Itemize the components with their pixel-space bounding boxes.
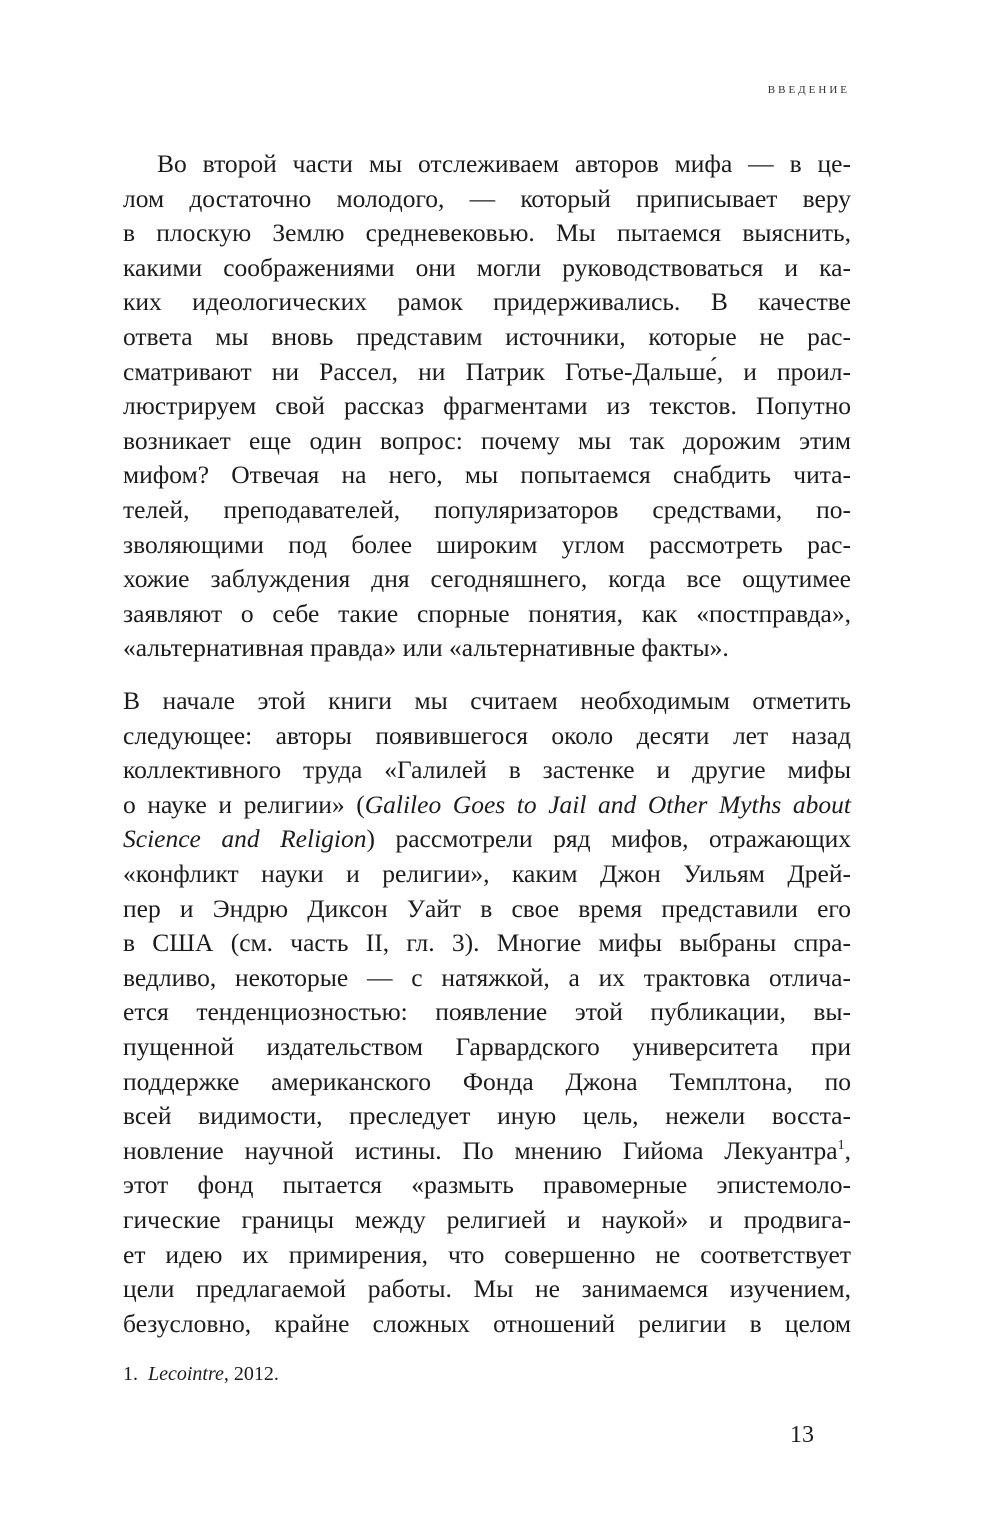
paragraph-2-line: пущенной издательством Гарвардского университета при <box>123 1031 851 1061</box>
paragraph-1-line: телей, преподавателей, популяризаторов средствами, по- <box>123 494 851 524</box>
paragraph-1-line: зволяющими под более широким углом рассмотреть рас- <box>123 529 851 559</box>
paragraph-2-line: «конфликт науки и религии», каким Джон Уильям Дрей- <box>123 858 851 888</box>
paragraph-2-line: гические границы между религией и наукой» и продвига- <box>123 1204 851 1234</box>
footnote-text: , 2012. <box>223 1363 279 1385</box>
paragraph-1-line: заявляют о себе такие спорные понятия, как «постправда», <box>123 598 851 628</box>
footnote-ref[interactable]: 1 <box>837 1137 845 1153</box>
paragraph-1-line: возникает еще один вопрос: почему мы так дорожим этим <box>123 425 851 455</box>
paragraph-1-line: какими соображениями они могли руководствоваться и ка- <box>123 252 851 282</box>
paragraph-1-line: люстрируем свой рассказ фрагментами из текстов. Попутно <box>123 391 851 421</box>
paragraph-1-line: ких идеологических рамок придерживались. В качестве <box>123 287 851 317</box>
paragraph-1-line: мифом? Отвечая на него, мы попытаемся снабдить чита- <box>123 460 851 490</box>
page-number: 13 <box>790 1422 814 1448</box>
paragraph-2-line: следующее: авторы появившегося около десяти лет назад <box>123 720 851 750</box>
paragraph-1-line: хожие заблуждения дня сегодняшнего, когда все ощутимее <box>123 564 851 594</box>
footnote-number: 1. <box>123 1363 138 1385</box>
paragraph-2-line: о науке и религии» (Galileo Goes to Jail and Other Myths about <box>123 789 851 819</box>
paragraph-2-line: коллективного труда «Галилей в застенке и другие мифы <box>123 755 851 785</box>
paragraph-2 <box>123 684 851 1341</box>
running-head: ВВЕДЕНИЕ <box>767 84 850 96</box>
paragraph-1-line: ответа мы вновь представим источники, которые не рас- <box>123 321 851 351</box>
paragraph-2-line: пер и Эндрю Диксон Уайт в свое время представили его <box>123 893 851 923</box>
paragraph-1-line: Во второй части мы отслеживаем авторов мифа — в це- <box>157 149 851 178</box>
paragraph-2-line: поддержке американского Фонда Джона Темплтона, по <box>123 1066 851 1096</box>
paragraph-2-line: всей видимости, преследует иную цель, нежели восста- <box>123 1101 851 1131</box>
paragraph-1-line: сматривают ни Рассел, ни Патрик Готье-Дальше́, и проил- <box>123 356 851 386</box>
footnote <box>123 1363 279 1386</box>
paragraph-2-line: Science and Religion) рассмотрели ряд мифов, отражающих <box>123 824 851 854</box>
italic-title: Galileo Goes to Jail and Other Myths about <box>364 789 851 819</box>
paragraph-2-line: новление научной истины. По мнению Гийома Лекуантра$^1$, <box>123 1135 851 1165</box>
paragraph-1-line: в плоскую Землю средневековью. Мы пытаемся выяснить, <box>123 218 851 248</box>
paragraph-2-line: этот фонд пытается «размыть правомерные эпистемоло- <box>123 1170 851 1200</box>
paragraph-1-line: лом достаточно молодого, — который приписывает веру <box>123 183 851 213</box>
paragraph-2-line: ведливо, некоторые — с натяжкой, а их трактовка отлича- <box>123 962 851 992</box>
paragraph-2-line: цели предлагаемой работы. Мы не занимаемся изучением, <box>123 1274 851 1304</box>
paragraph-2-line: ется тенденциозностью: появление этой публикации, вы- <box>123 997 851 1027</box>
paragraph-2-line: ет идею их примирения, что совершенно не соответствует <box>123 1239 851 1269</box>
paragraph-2-line: безусловно, крайне сложных отношений религии в целом <box>123 1308 851 1338</box>
paragraph-2-line: В начале этой книги мы считаем необходимым отметить <box>123 686 851 715</box>
italic-title: Science and Religion <box>123 824 367 854</box>
paragraph-2-line: в США (см. часть II, гл. 3). Многие мифы выбраны спра- <box>123 928 851 958</box>
paragraph-1 <box>123 147 851 666</box>
paragraph-1-line: «альтернативная правда» или «альтернативные факты». <box>123 633 729 663</box>
footnote-author: Lecointre <box>148 1363 224 1385</box>
